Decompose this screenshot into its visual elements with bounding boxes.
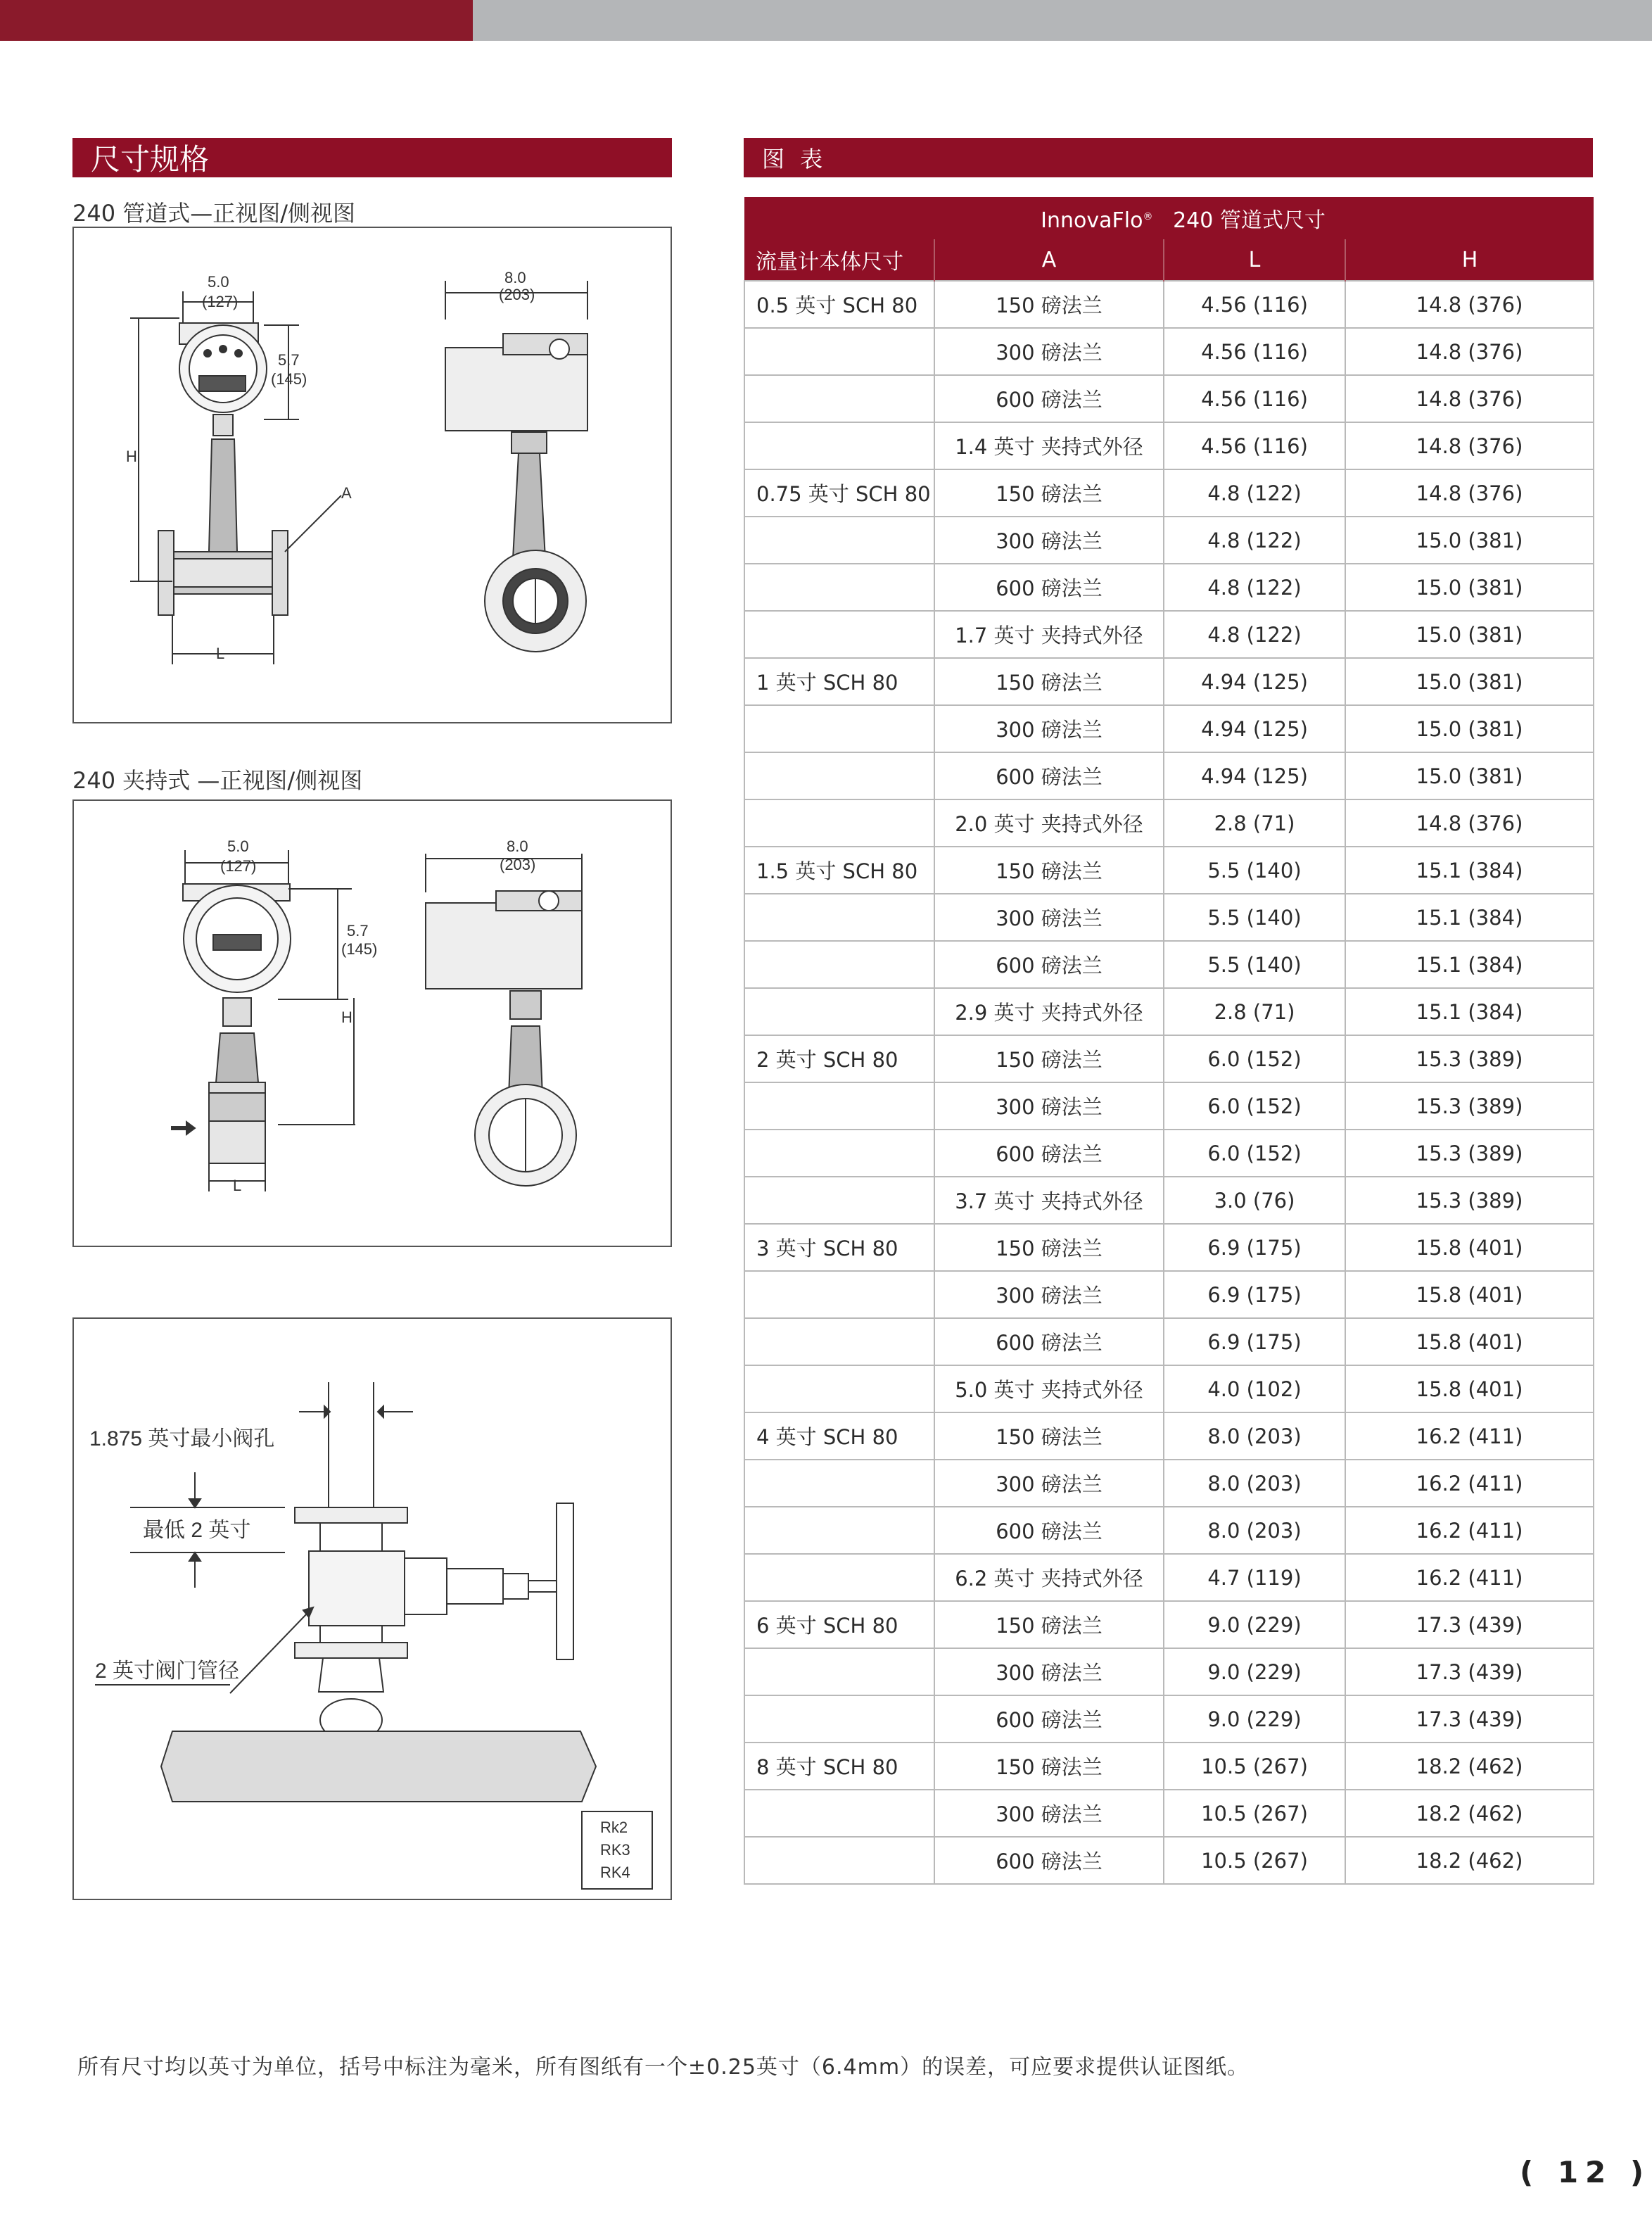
height-label: H bbox=[126, 448, 137, 465]
revision-3: RK4 bbox=[600, 1864, 630, 1881]
size-cell: 2 英寸 SCH 80 bbox=[744, 1035, 934, 1082]
depth-mm: (203) bbox=[499, 286, 535, 303]
table-row bbox=[744, 941, 1594, 988]
length-cell: 2.8 (71) bbox=[1164, 799, 1345, 847]
connection-cell: 150 磅法兰 bbox=[934, 469, 1164, 517]
length-cell: 4.94 (125) bbox=[1164, 658, 1345, 705]
size-cell bbox=[744, 1271, 934, 1318]
table-row bbox=[744, 328, 1594, 375]
inline-meter-drawing bbox=[72, 227, 672, 723]
connection-cell: 3.7 英寸 夹持式外径 bbox=[934, 1177, 1164, 1224]
height-cell: 15.1 (384) bbox=[1345, 847, 1594, 894]
table-row bbox=[744, 1648, 1594, 1695]
table-row bbox=[744, 1460, 1594, 1507]
table-row bbox=[744, 1130, 1594, 1177]
dimensions-section-title: 尺寸规格 bbox=[72, 138, 672, 177]
table-row bbox=[744, 1601, 1594, 1648]
connection-cell: 300 磅法兰 bbox=[934, 1460, 1164, 1507]
height-cell: 14.8 (376) bbox=[1345, 375, 1594, 422]
length-cell: 5.5 (140) bbox=[1164, 894, 1345, 941]
table-row bbox=[744, 422, 1594, 469]
connection-cell: 150 磅法兰 bbox=[934, 847, 1164, 894]
connection-cell: 600 磅法兰 bbox=[934, 752, 1164, 799]
width-mm: (127) bbox=[220, 857, 257, 875]
length-cell: 6.9 (175) bbox=[1164, 1318, 1345, 1365]
size-cell bbox=[744, 988, 934, 1035]
height-cell: 16.2 (411) bbox=[1345, 1554, 1594, 1601]
table-row bbox=[744, 988, 1594, 1035]
header-accent-bar bbox=[0, 0, 473, 41]
table-row bbox=[744, 847, 1594, 894]
column-header-l: L bbox=[1164, 239, 1345, 281]
valve-pipe-label: 2 英寸阀门管径 bbox=[95, 1659, 240, 1683]
table-row bbox=[744, 1177, 1594, 1224]
size-cell bbox=[744, 1837, 934, 1884]
length-cell: 4.8 (122) bbox=[1164, 611, 1345, 658]
connection-cell: 600 磅法兰 bbox=[934, 1837, 1164, 1884]
size-cell: 1 英寸 SCH 80 bbox=[744, 658, 934, 705]
connection-cell: 300 磅法兰 bbox=[934, 517, 1164, 564]
length-cell: 10.5 (267) bbox=[1164, 1790, 1345, 1837]
connection-cell: 150 磅法兰 bbox=[934, 1224, 1164, 1271]
length-cell: 2.8 (71) bbox=[1164, 988, 1345, 1035]
depth-mm: (203) bbox=[500, 856, 536, 873]
length-cell: 4.94 (125) bbox=[1164, 752, 1345, 799]
height-cell: 15.8 (401) bbox=[1345, 1318, 1594, 1365]
table-row bbox=[744, 1412, 1594, 1460]
table-row bbox=[744, 658, 1594, 705]
connection-cell: 150 磅法兰 bbox=[934, 1035, 1164, 1082]
table-row bbox=[744, 1224, 1594, 1271]
table-title: 240 管道式尺寸 bbox=[1173, 208, 1326, 233]
connection-cell: 1.4 英寸 夹持式外径 bbox=[934, 422, 1164, 469]
table-body bbox=[744, 281, 1594, 1884]
height-cell: 18.2 (462) bbox=[1345, 1743, 1594, 1790]
height-cell: 15.1 (384) bbox=[1345, 894, 1594, 941]
table-row bbox=[744, 1790, 1594, 1837]
length-cell: 9.0 (229) bbox=[1164, 1648, 1345, 1695]
head-value: 5.7 bbox=[347, 922, 369, 940]
height-cell: 14.8 (376) bbox=[1345, 422, 1594, 469]
size-cell: 0.5 英寸 SCH 80 bbox=[744, 281, 934, 328]
length-cell: 4.56 (116) bbox=[1164, 422, 1345, 469]
connection-cell: 600 磅法兰 bbox=[934, 1695, 1164, 1743]
brand-name: InnovaFlo bbox=[1041, 208, 1143, 233]
height-cell: 15.3 (389) bbox=[1345, 1177, 1594, 1224]
connection-cell: 2.0 英寸 夹持式外径 bbox=[934, 799, 1164, 847]
table-row bbox=[744, 752, 1594, 799]
table-row bbox=[744, 469, 1594, 517]
size-cell bbox=[744, 517, 934, 564]
connection-cell: 300 磅法兰 bbox=[934, 894, 1164, 941]
table-row bbox=[744, 1554, 1594, 1601]
size-cell: 8 英寸 SCH 80 bbox=[744, 1743, 934, 1790]
size-cell bbox=[744, 1554, 934, 1601]
footnote: 所有尺寸均以英寸为单位，括号中标注为毫米，所有图纸有一个±0.25英寸（6.4mm）的误差，可应要求提供认证图纸。 bbox=[77, 2055, 1250, 2080]
connection-cell: 600 磅法兰 bbox=[934, 1507, 1164, 1554]
head-value: 5.7 bbox=[278, 351, 300, 369]
length-cell: 4.94 (125) bbox=[1164, 705, 1345, 752]
table-row bbox=[744, 1365, 1594, 1412]
size-cell bbox=[744, 328, 934, 375]
inline-diagram-caption: 240 管道式—正视图/侧视图 bbox=[72, 200, 356, 227]
connection-cell: 300 磅法兰 bbox=[934, 1790, 1164, 1837]
height-cell: 18.2 (462) bbox=[1345, 1790, 1594, 1837]
height-label: H bbox=[341, 1008, 352, 1026]
table-row bbox=[744, 281, 1594, 328]
table-row bbox=[744, 1695, 1594, 1743]
size-cell: 3 英寸 SCH 80 bbox=[744, 1224, 934, 1271]
connection-cell: 300 磅法兰 bbox=[934, 1271, 1164, 1318]
size-cell bbox=[744, 1507, 934, 1554]
length-cell: 6.0 (152) bbox=[1164, 1130, 1345, 1177]
size-cell bbox=[744, 1082, 934, 1130]
size-cell bbox=[744, 1177, 934, 1224]
header-grey-bar bbox=[473, 0, 1652, 41]
page-number: ( 12 ) bbox=[1520, 2155, 1651, 2189]
length-cell: 3.0 (76) bbox=[1164, 1177, 1345, 1224]
connection-cell: 6.2 英寸 夹持式外径 bbox=[934, 1554, 1164, 1601]
connection-cell: 150 磅法兰 bbox=[934, 1743, 1164, 1790]
connection-cell: 5.0 英寸 夹持式外径 bbox=[934, 1365, 1164, 1412]
depth-value: 8.0 bbox=[507, 837, 528, 855]
length-cell: 10.5 (267) bbox=[1164, 1743, 1345, 1790]
length-cell: 4.56 (116) bbox=[1164, 375, 1345, 422]
length-cell: 8.0 (203) bbox=[1164, 1412, 1345, 1460]
length-cell: 6.9 (175) bbox=[1164, 1271, 1345, 1318]
length-cell: 4.8 (122) bbox=[1164, 517, 1345, 564]
height-cell: 16.2 (411) bbox=[1345, 1460, 1594, 1507]
length-cell: 6.9 (175) bbox=[1164, 1224, 1345, 1271]
size-cell bbox=[744, 1365, 934, 1412]
table-row bbox=[744, 564, 1594, 611]
min-bore-label: 1.875 英寸最小阀孔 bbox=[89, 1427, 275, 1450]
installation-drawing bbox=[72, 1317, 672, 1900]
height-cell: 16.2 (411) bbox=[1345, 1412, 1594, 1460]
height-cell: 15.0 (381) bbox=[1345, 611, 1594, 658]
connection-cell: 600 磅法兰 bbox=[934, 941, 1164, 988]
size-cell: 0.75 英寸 SCH 80 bbox=[744, 469, 934, 517]
height-cell: 15.0 (381) bbox=[1345, 517, 1594, 564]
table-header-row bbox=[744, 239, 1594, 281]
length-cell: 4.56 (116) bbox=[1164, 281, 1345, 328]
table-row bbox=[744, 1082, 1594, 1130]
connection-cell: 600 磅法兰 bbox=[934, 564, 1164, 611]
height-cell: 15.8 (401) bbox=[1345, 1224, 1594, 1271]
height-cell: 15.0 (381) bbox=[1345, 658, 1594, 705]
connection-cell: 2.9 英寸 夹持式外径 bbox=[934, 988, 1164, 1035]
size-cell bbox=[744, 564, 934, 611]
length-cell: 9.0 (229) bbox=[1164, 1695, 1345, 1743]
size-cell bbox=[744, 1695, 934, 1743]
width-value: 5.0 bbox=[208, 273, 229, 291]
min-height-label: 最低 2 英寸 bbox=[143, 1519, 251, 1542]
size-cell bbox=[744, 1318, 934, 1365]
length-cell: 4.0 (102) bbox=[1164, 1365, 1345, 1412]
height-cell: 14.8 (376) bbox=[1345, 799, 1594, 847]
table-row bbox=[744, 1507, 1594, 1554]
length-cell: 9.0 (229) bbox=[1164, 1601, 1345, 1648]
size-cell: 1.5 英寸 SCH 80 bbox=[744, 847, 934, 894]
size-cell: 4 英寸 SCH 80 bbox=[744, 1412, 934, 1460]
point-a-label: A bbox=[341, 484, 352, 502]
length-label: L bbox=[233, 1177, 242, 1194]
height-cell: 15.8 (401) bbox=[1345, 1271, 1594, 1318]
column-header-h: H bbox=[1345, 239, 1594, 281]
height-cell: 17.3 (439) bbox=[1345, 1601, 1594, 1648]
size-cell bbox=[744, 611, 934, 658]
connection-cell: 150 磅法兰 bbox=[934, 281, 1164, 328]
length-cell: 10.5 (267) bbox=[1164, 1837, 1345, 1884]
connection-cell: 300 磅法兰 bbox=[934, 328, 1164, 375]
size-cell: 6 英寸 SCH 80 bbox=[744, 1601, 934, 1648]
connection-cell: 150 磅法兰 bbox=[934, 1601, 1164, 1648]
table-row bbox=[744, 894, 1594, 941]
connection-cell: 300 磅法兰 bbox=[934, 1082, 1164, 1130]
size-cell bbox=[744, 1130, 934, 1177]
wafer-meter-drawing bbox=[72, 799, 672, 1247]
table-row bbox=[744, 1837, 1594, 1884]
revision-2: RK3 bbox=[600, 1841, 630, 1859]
height-cell: 17.3 (439) bbox=[1345, 1695, 1594, 1743]
length-cell: 4.8 (122) bbox=[1164, 564, 1345, 611]
revision-1: Rk2 bbox=[600, 1819, 628, 1836]
height-cell: 18.2 (462) bbox=[1345, 1837, 1594, 1884]
length-cell: 4.8 (122) bbox=[1164, 469, 1345, 517]
height-cell: 15.1 (384) bbox=[1345, 988, 1594, 1035]
height-cell: 15.3 (389) bbox=[1345, 1035, 1594, 1082]
wafer-diagram-caption: 240 夹持式 —正视图/侧视图 bbox=[72, 767, 363, 794]
size-cell bbox=[744, 705, 934, 752]
table-row bbox=[744, 705, 1594, 752]
size-cell bbox=[744, 1648, 934, 1695]
column-header-size: 流量计本体尺寸 bbox=[744, 239, 934, 281]
height-cell: 15.0 (381) bbox=[1345, 752, 1594, 799]
size-cell bbox=[744, 1790, 934, 1837]
registered-mark: ® bbox=[1143, 211, 1153, 222]
length-label: L bbox=[216, 645, 225, 662]
connection-cell: 150 磅法兰 bbox=[934, 658, 1164, 705]
head-mm: (145) bbox=[271, 370, 307, 388]
table-row bbox=[744, 517, 1594, 564]
chart-section-title: 图 表 bbox=[744, 138, 1593, 177]
size-cell bbox=[744, 752, 934, 799]
length-cell: 8.0 (203) bbox=[1164, 1460, 1345, 1507]
table-row bbox=[744, 1035, 1594, 1082]
height-cell: 15.3 (389) bbox=[1345, 1082, 1594, 1130]
length-cell: 5.5 (140) bbox=[1164, 941, 1345, 988]
size-cell bbox=[744, 375, 934, 422]
dimension-table bbox=[744, 197, 1593, 1885]
height-cell: 14.8 (376) bbox=[1345, 328, 1594, 375]
size-cell bbox=[744, 799, 934, 847]
size-cell bbox=[744, 1460, 934, 1507]
length-cell: 6.0 (152) bbox=[1164, 1035, 1345, 1082]
connection-cell: 1.7 英寸 夹持式外径 bbox=[934, 611, 1164, 658]
size-cell bbox=[744, 894, 934, 941]
connection-cell: 600 磅法兰 bbox=[934, 1130, 1164, 1177]
table-row bbox=[744, 1318, 1594, 1365]
connection-cell: 300 磅法兰 bbox=[934, 705, 1164, 752]
height-cell: 14.8 (376) bbox=[1345, 469, 1594, 517]
table-row bbox=[744, 1271, 1594, 1318]
width-mm: (127) bbox=[202, 293, 239, 310]
height-cell: 15.0 (381) bbox=[1345, 705, 1594, 752]
width-value: 5.0 bbox=[227, 837, 249, 855]
table-title-row bbox=[744, 197, 1594, 239]
table-row bbox=[744, 799, 1594, 847]
table-row bbox=[744, 375, 1594, 422]
depth-value: 8.0 bbox=[504, 269, 526, 286]
height-cell: 17.3 (439) bbox=[1345, 1648, 1594, 1695]
height-cell: 15.8 (401) bbox=[1345, 1365, 1594, 1412]
table-row bbox=[744, 1743, 1594, 1790]
height-cell: 15.0 (381) bbox=[1345, 564, 1594, 611]
connection-cell: 150 磅法兰 bbox=[934, 1412, 1164, 1460]
length-cell: 4.56 (116) bbox=[1164, 328, 1345, 375]
connection-cell: 300 磅法兰 bbox=[934, 1648, 1164, 1695]
table-row bbox=[744, 611, 1594, 658]
height-cell: 15.3 (389) bbox=[1345, 1130, 1594, 1177]
size-cell bbox=[744, 941, 934, 988]
length-cell: 4.7 (119) bbox=[1164, 1554, 1345, 1601]
height-cell: 15.1 (384) bbox=[1345, 941, 1594, 988]
connection-cell: 600 磅法兰 bbox=[934, 375, 1164, 422]
length-cell: 6.0 (152) bbox=[1164, 1082, 1345, 1130]
column-header-a: A bbox=[934, 239, 1164, 281]
height-cell: 14.8 (376) bbox=[1345, 281, 1594, 328]
height-cell: 16.2 (411) bbox=[1345, 1507, 1594, 1554]
length-cell: 8.0 (203) bbox=[1164, 1507, 1345, 1554]
connection-cell: 600 磅法兰 bbox=[934, 1318, 1164, 1365]
size-cell bbox=[744, 422, 934, 469]
head-mm: (145) bbox=[341, 940, 378, 958]
length-cell: 5.5 (140) bbox=[1164, 847, 1345, 894]
